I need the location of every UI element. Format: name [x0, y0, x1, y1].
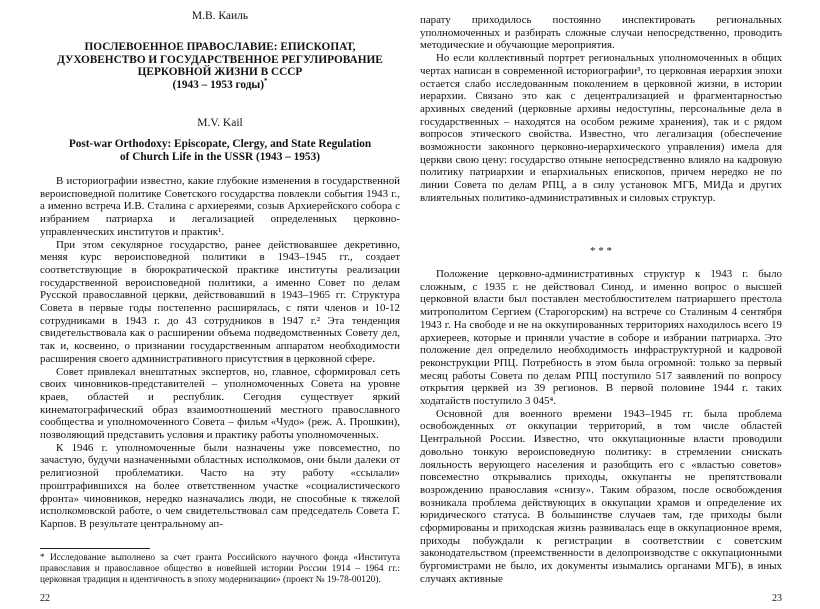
paragraph: Совет привлекал внештатных экспертов, но, главное, сформировал сеть своих чиновников-представителей – уполномоченных Совета на уровне краев, областей и республик. Сегодня существует яркий кинематографический образ взаимоотношений местного православного сообщества и уполномоченного Совета – фильм «Чудо» (реж. А. Прошкин), позволяющий представить условия и практику работы уполномоченных. — [40, 365, 400, 442]
paragraph: Но если коллективный портрет региональных уполномоченных в общих чертах написан в современной историографии³, то церковная иерархия эпохи остается слабо исследованным поколением в церковной жизни, в истории иерархии. Связано это как с децентрализацией и фрагментарностью архивных сведений (церковные архивы недоступны, персональные дела в государственных – находятся на особом режиме хранения), так и с рядом вопросов этического свойства. Известно, что легализация (обеспечение возможности законного церковно-иерархического управления) имела для церкви свою цену: государство отныне непосредственно влияло на кадровую политику патриархии и епархиальных епископов, причем нередко не по линии Совета по делам РПЦ, а в силу установок МГБ, МИДа и других влиятельных политико-административных и силовых структур. — [420, 52, 782, 204]
paragraph: парату приходилось постоянно инспектировать региональных уполномоченных и разбирать сложные случаи непосредственно, проводить методические и обучающие мероприятия. — [420, 14, 782, 52]
section-break: * * * — [590, 245, 612, 257]
title-en — [40, 138, 400, 164]
page-number-left: 22 — [40, 593, 50, 604]
paragraph: К 1946 г. уполномоченные были назначены уже повсеместно, по зачастую, будучи назначенными областных исполкомов, они были далеки от религиозной проблематики. Часто на эту работу «ссылали» проштрафившихся на более ответственном участке «социалистического фронта» чиновников, нередко назначались люди, не способные к тяжелой исполкомовской работе, о чем свидетельствовал сам председатель Совета Г. Карпов. В результате центральному ап- — [40, 441, 400, 530]
paragraph: При этом секулярное государство, ранее действовавшее декретивно, меняя курс вероисповедной политики в 1943–1945 гг., создает соответствующие в бюрократической практике институты реализации государственной вероисповедной политики, а именно Совет по делам Русской православной церкви, действовавший в 1943–1965 гг. Структура Совета в первые годы постепенно расширялась, с пяти членов и 10-12 сотрудниками в 1943 г. до 43 сотрудников в 1947 г.² Эта тенденция свидетельствовала как о расширении объема подведомственных Совету дел, так и, косвенно, о признании государственным аппаратом необходимости расширения своего административного присутствия в церковной сфере. — [40, 238, 400, 365]
paragraph: Положение церковно-административных структур к 1943 г. было сложным, с 1935 г. не действовал Синод, и именно вопрос о высшей церковной власти был поставлен местоблюстителем патриаршего престола митрополитом Сергием (Старогорским) на встрече со Сталиным 4 сентября 1943 г. На свободе и не на оккупированных территориях находилось всего 19 архиереев, которые и приняли участие в соборе и избрании патриарха. Это положение дел определило необходимость инфраструктурной и кадровой реконструкции РПЦ. Потребность в этом была огромной: только за первый месяц работы Совета по делам РПЦ поступило 517 заявлений по вопросу открытия церквей из 39 регионов. В первой половине 1944 г. таких ходатайств поступило 3 045⁴. — [420, 268, 782, 408]
title-en-line-1: Post-war Orthodoxy: Episcopate, Clergy, and State Regulation — [68, 138, 372, 150]
title-ru-line-1: ПОСЛЕВОЕННОЕ ПРАВОСЛАВИЕ: ЕПИСКОПАТ, — [84, 41, 356, 53]
footnote-mark: * — [264, 77, 268, 86]
title-ru — [40, 41, 400, 91]
paragraph: Основной для военного времени 1943–1945 гг. была проблема освобожденных от оккупации территорий, в том числе областей Центральной России. Известно, что оккупационные власти проводили довольно тонкую вероисповедную политику: в стремлении снискать лояльность верующего населения и разобщить его с «властью советов» повсеместно открывались приходы, оккупанты не препятствовали возрождению православия «снизу». Таким образом, после освобождения возникала проблема действующих в оккупации храмов и определение их юридического статуса. В большинстве случаев там, где приходы были сформированы и приходская жизнь развивалась еще в оккупационное время, приходы побуждали к регистрации в соответствии с советским законодательством (преемственности в делопроизводстве с оккупационными бургомистрами не было, их документы изымались органами МГБ), в иных случаях активные — [420, 407, 782, 585]
right-body-top — [420, 14, 782, 205]
title-en-line-2: of Church Life in the USSR (1943 – 1953) — [119, 150, 320, 163]
left-page — [40, 0, 400, 609]
footnote-divider — [40, 548, 150, 549]
title-ru-years: (1943 – 1953 годы) — [172, 78, 265, 91]
author-en: M.V. Kail — [197, 117, 243, 129]
title-ru-line-4 — [40, 79, 400, 92]
right-page — [420, 0, 782, 609]
right-body-bottom — [420, 268, 782, 586]
left-body-text — [40, 175, 400, 531]
title-ru-line-2: ДУХОВЕНСТВО И ГОСУДАРСТВЕННОЕ РЕГУЛИРОВАНИЕ — [57, 53, 383, 66]
paragraph: В историографии известно, какие глубокие изменения в государственной вероисповедной политике Советского государства повлекли события 1943 г., а именно встреча И.В. Сталина с архиереями, созыв Архиерейского собора с избранием патриарха и легализацией определенных церковно-управленческих институтов и практик¹. — [40, 175, 400, 238]
page-number-right: 23 — [772, 593, 782, 604]
footnote: * Исследование выполнено за счет гранта Российского научного фонда «Института православия и православное общество в новейшей истории России 1914 – 1964 гг.: церковная традиция и идентичность в эпоху модернизации» (проект № 19-78-00120). — [40, 553, 400, 585]
title-ru-line-3: ЦЕРКОВНОЙ ЖИЗНИ В СССР — [137, 66, 303, 79]
author-ru: М.В. Каиль — [191, 10, 249, 22]
